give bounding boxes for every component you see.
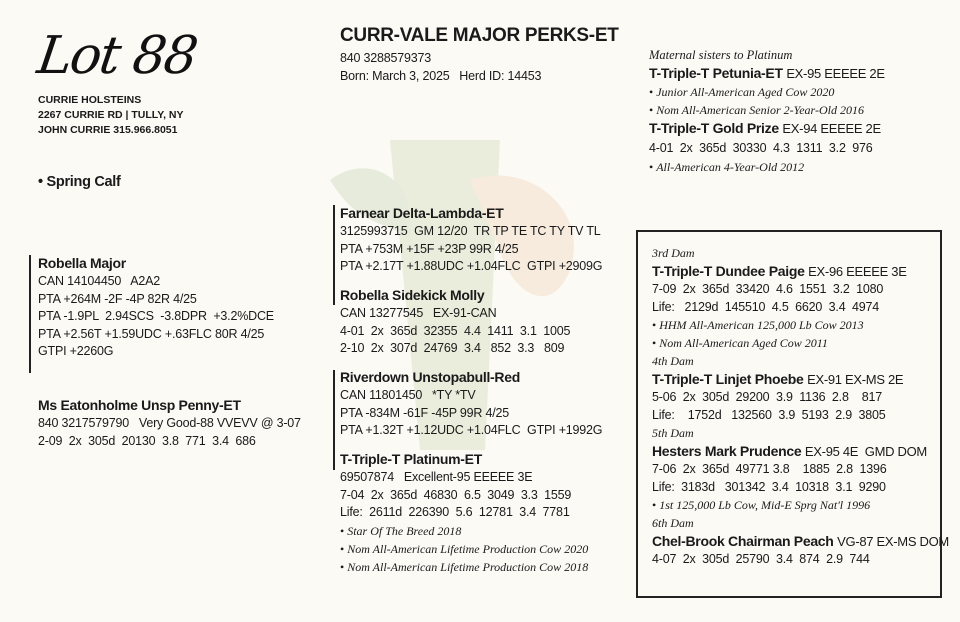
dam-side-bracket — [333, 370, 335, 470]
sire-sire-line: PTA +2.17T +1.88UDC +1.04FLC GTPI +2909G — [340, 259, 603, 273]
sire-line: PTA -1.9PL 2.94SCS -3.8DPR +3.2%DCE — [38, 309, 274, 323]
dam4-line: 5-06 2x 305d 29200 3.9 1136 2.8 817 — [652, 390, 883, 404]
dam6-name-line — [652, 532, 949, 551]
dam-dam-note: • Nom All-American Lifetime Production Cow 2020 — [340, 540, 588, 558]
sister-1-classification: EX-95 EEEEE 2E — [786, 66, 885, 81]
dam5-label: 5th Dam — [652, 426, 694, 440]
dam6-label: 6th Dam — [652, 516, 694, 530]
dam4-name: T-Triple-T Linjet Phoebe — [652, 371, 804, 387]
sire-sire-block — [340, 204, 602, 276]
dam3-note: • Nom All-American Aged Cow 2011 — [652, 334, 949, 352]
dam-dam-line: Life: 2611d 226390 5.6 12781 3.4 7781 — [340, 505, 570, 519]
sire-sire-line: PTA +753M +15F +23P 99R 4/25 — [340, 241, 519, 256]
dam-dam-block — [340, 450, 588, 576]
sire-line: PTA +264M -2F -4P 82R 4/25 — [38, 291, 197, 306]
sister-2-note: • All-American 4-Year-Old 2012 — [649, 158, 885, 176]
animal-registration: 840 3288579373 — [340, 51, 432, 65]
dam6-line: 4-07 2x 305d 25790 3.4 874 2.9 744 — [652, 552, 870, 566]
sire-side-bracket — [333, 205, 335, 305]
dam-dam-note: • Star Of The Breed 2018 — [340, 522, 588, 540]
sire-line: GTPI +2260G — [38, 344, 114, 358]
dam3-classification: EX-96 EEEEE 3E — [808, 264, 907, 279]
dam4-line: Life: 1752d 132560 3.9 5193 2.9 3805 — [652, 407, 886, 422]
dam-sire-line: PTA -834M -61F -45P 99R 4/25 — [340, 405, 510, 420]
dam-dam-name: T-Triple-T Platinum-ET — [340, 451, 482, 467]
sister-2-classification: EX-94 EEEEE 2E — [782, 121, 881, 136]
dam-dam-note: • Nom All-American Lifetime Production Cow 2018 — [340, 558, 588, 576]
farm-name: CURRIE HOLSTEINS — [38, 94, 142, 106]
sire-line: PTA +2.56T +1.59UDC +.63FLC 80R 4/25 — [38, 326, 265, 341]
animal-header — [340, 24, 619, 85]
dam-line: 2-09 2x 305d 20130 3.8 771 3.4 686 — [38, 433, 256, 448]
category-label: • Spring Calf — [38, 174, 121, 190]
dam-dam-line: 69507874 Excellent-95 EEEEE 3E — [340, 470, 533, 484]
sister-1-name: T-Triple-T Petunia-ET — [649, 65, 783, 81]
sire-dam-block — [340, 286, 570, 358]
sire-block — [38, 254, 274, 361]
farm-contact-block — [38, 93, 184, 138]
sire-name: Robella Major — [38, 255, 126, 271]
animal-name: CURR-VALE MAJOR PERKS-ET — [340, 25, 619, 46]
dam5-classification: EX-95 4E GMD DOM — [804, 444, 927, 459]
sire-dam-line: 2-10 2x 307d 24769 3.4 852 3.3 809 — [340, 341, 565, 355]
dam3-line: Life: 2129d 145510 4.5 6620 3.4 4974 — [652, 299, 880, 314]
sire-bracket — [29, 255, 31, 373]
dam5-note: • 1st 125,000 Lb Cow, Mid-E Sprg Nat'l 1996 — [652, 496, 949, 514]
dam6-name: Chel-Brook Chairman Peach — [652, 533, 834, 549]
dam3-name: T-Triple-T Dundee Paige — [652, 263, 805, 279]
sire-dam-line: 4-01 2x 365d 32355 4.4 1411 3.1 1005 — [340, 323, 571, 338]
sister-1-note: • Junior All-American Aged Cow 2020 — [649, 83, 885, 101]
dam6-classification: VG-87 EX-MS DOM — [837, 534, 949, 549]
dam5-line: 7-06 2x 365d 49771 3.8 1885 2.8 1396 — [652, 462, 887, 476]
sire-sire-name: Farnear Delta-Lambda-ET — [340, 205, 504, 221]
sire-sire-line: 3125993715 GM 12/20 TR TP TE TC TY TV TL — [340, 224, 601, 238]
dam5-name-line — [652, 442, 949, 461]
sister-2-record: 4-01 2x 365d 30330 4.3 1311 3.2 976 — [649, 141, 873, 155]
dam-block — [38, 396, 301, 450]
sire-dam-name: Robella Sidekick Molly — [340, 287, 485, 303]
sister-2-name: T-Triple-T Gold Prize — [649, 120, 779, 136]
dam3-label: 3rd Dam — [652, 246, 695, 260]
sister-2-name-line — [649, 119, 885, 138]
animal-birth-info: Born: March 3, 2025 Herd ID: 14453 — [340, 68, 542, 83]
farm-address: 2267 CURRIE RD | TULLY, NY — [38, 109, 184, 121]
dam5-line: Life: 3183d 301342 3.4 10318 3.1 9290 — [652, 479, 886, 494]
dam-line: 840 3217579790 Very Good-88 VVEVV @ 3-07 — [38, 416, 301, 430]
dam4-classification: EX-91 EX-MS 2E — [807, 372, 904, 387]
dam-name: Ms Eatonholme Unsp Penny-ET — [38, 397, 241, 413]
farm-contact: JOHN CURRIE 315.966.8051 — [38, 124, 178, 136]
bullet-icon: • — [38, 174, 47, 190]
dam3-line: 7-09 2x 365d 33420 4.6 1551 3.2 1080 — [652, 282, 884, 296]
dam-sire-line: PTA +1.32T +1.12UDC +1.04FLC GTPI +1992G — [340, 423, 603, 437]
maternal-sisters-block — [649, 46, 885, 176]
sister-1-name-line — [649, 64, 885, 83]
dam5-name: Hesters Mark Prudence — [652, 443, 802, 459]
sister-1-note: • Nom All-American Senior 2-Year-Old 2016 — [649, 101, 885, 119]
sire-line: CAN 14104450 A2A2 — [38, 274, 160, 288]
dam-sire-line: CAN 11801450 *TY *TV — [340, 388, 476, 402]
dam3-name-line — [652, 262, 949, 281]
maternal-sisters-heading: Maternal sisters to Platinum — [649, 48, 793, 62]
dam-sire-block — [340, 368, 602, 440]
dam-dam-line: 7-04 2x 365d 46830 6.5 3049 3.3 1559 — [340, 487, 572, 502]
dam3-note: • HHM All-American 125,000 Lb Cow 2013 — [652, 316, 949, 334]
dam4-name-line — [652, 370, 949, 389]
sire-dam-line: CAN 13277545 EX-91-CAN — [340, 306, 497, 320]
dam-sire-name: Riverdown Unstopabull-Red — [340, 369, 520, 385]
dams-box — [636, 230, 949, 598]
dam4-label: 4th Dam — [652, 354, 694, 368]
lot-number-logo: Lot 88 — [33, 26, 200, 86]
